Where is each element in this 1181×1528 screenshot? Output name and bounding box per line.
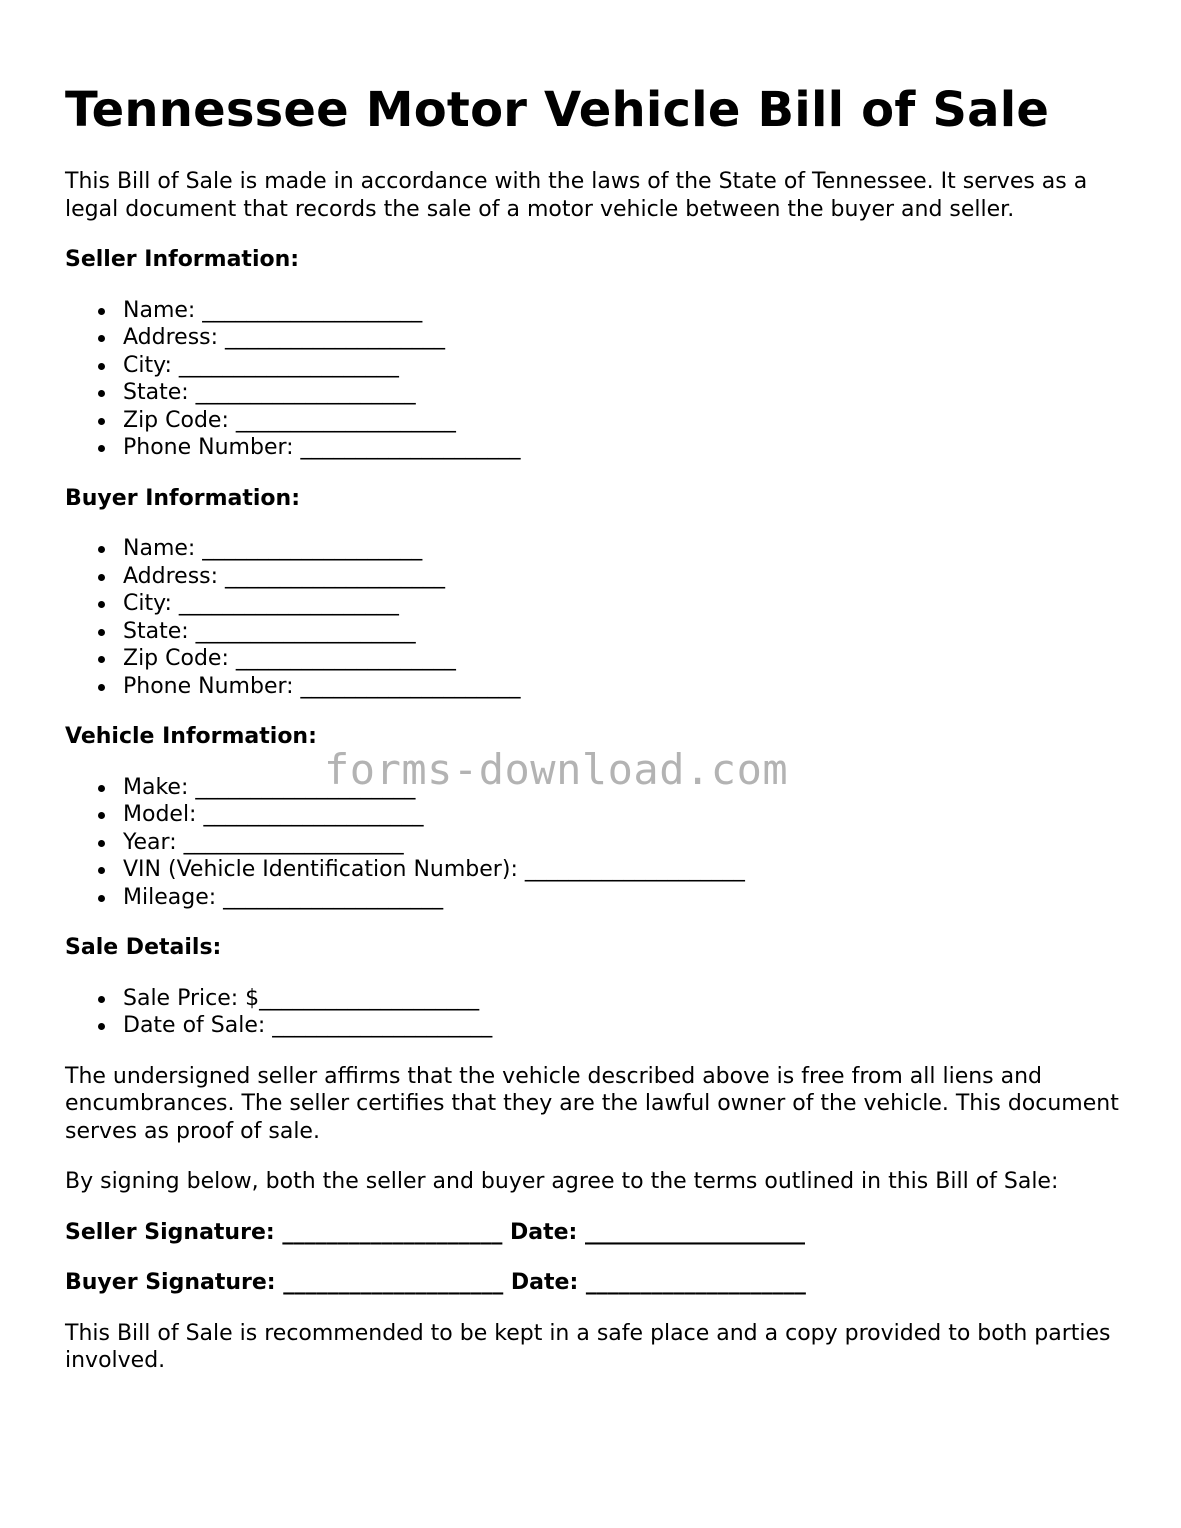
seller-state-field: State: ____________________ [65, 379, 1135, 407]
buyer-state-field: State: ____________________ [65, 618, 1135, 646]
buyer-signature-line: Buyer Signature: ____________________ Date: ____________________ [65, 1270, 806, 1295]
vehicle-vin-field: VIN (Vehicle Identification Number): ____________________ [65, 856, 1135, 884]
bullet-icon [98, 418, 105, 425]
bullet-icon [98, 335, 105, 342]
agreement-paragraph: By signing below, both the seller and buyer agree to the terms outlined in this Bill of Sale: [65, 1169, 1059, 1194]
bullet-icon [98, 390, 105, 397]
vehicle-make-field: Make: ____________________ [65, 774, 1135, 802]
bullet-icon [98, 684, 105, 691]
sale-date-field: Date of Sale: ____________________ [65, 1012, 1135, 1040]
vehicle-mileage-field: Mileage: ____________________ [65, 884, 1135, 912]
seller-name-field: Name: ____________________ [65, 297, 1135, 325]
affirmation-paragraph: The undersigned seller affirms that the vehicle described above is free from all liens and encumbrances. The seller certifies that they are the lawful owner of the vehicle. This document serves as proof of sale. [65, 1063, 1119, 1144]
closing-paragraph: This Bill of Sale is recommended to be kept in a safe place and a copy provided to both parties involved. [65, 1320, 1111, 1373]
bullet-icon [98, 445, 105, 452]
document-page [65, 78, 1135, 1398]
bullet-icon [98, 363, 105, 370]
seller-zip-field: Zip Code: ____________________ [65, 407, 1135, 435]
buyer-address-field: Address: ____________________ [65, 563, 1135, 591]
buyer-zip-field: Zip Code: ____________________ [65, 645, 1135, 673]
seller-info-list [65, 297, 1135, 462]
seller-signature-line: Seller Signature: ____________________ Date: ____________________ [65, 1219, 805, 1245]
sale-details-heading: Sale Details: [65, 935, 222, 960]
buyer-phone-field: Phone Number: ____________________ [65, 673, 1135, 701]
seller-info-heading: Seller Information: [65, 247, 300, 272]
bullet-icon [98, 785, 105, 792]
watermark-text: forms-download.com [324, 745, 789, 794]
bullet-icon [98, 895, 105, 902]
intro-paragraph: This Bill of Sale is made in accordance with the laws of the State of Tennessee. It serves as a legal document that records the sale of a motor vehicle between the buyer and seller. [65, 169, 1088, 222]
bullet-icon [98, 574, 105, 581]
bullet-icon [98, 601, 105, 608]
bullet-icon [98, 996, 105, 1003]
buyer-name-field: Name: ____________________ [65, 535, 1135, 563]
document-title: Tennessee Motor Vehicle Bill of Sale [65, 82, 1050, 138]
vehicle-model-field: Model: ____________________ [65, 801, 1135, 829]
buyer-info-heading: Buyer Information: [65, 485, 300, 511]
seller-phone-field: Phone Number: ____________________ [65, 434, 1135, 462]
bullet-icon [98, 1023, 105, 1030]
seller-address-field: Address: ____________________ [65, 324, 1135, 352]
sale-details-list [65, 985, 1135, 1040]
seller-city-field: City: ____________________ [65, 352, 1135, 380]
vehicle-info-list [65, 774, 1135, 912]
sale-price-field: Sale Price: $____________________ [65, 985, 1135, 1013]
bullet-icon [98, 840, 105, 847]
bullet-icon [98, 308, 105, 315]
buyer-city-field: City: ____________________ [65, 590, 1135, 618]
bullet-icon [98, 867, 105, 874]
vehicle-info-heading: Vehicle Information: [65, 724, 317, 749]
bullet-icon [98, 546, 105, 553]
vehicle-year-field: Year: ____________________ [65, 829, 1135, 857]
bullet-icon [98, 629, 105, 636]
buyer-info-list [65, 535, 1135, 700]
bullet-icon [98, 812, 105, 819]
bullet-icon [98, 656, 105, 663]
